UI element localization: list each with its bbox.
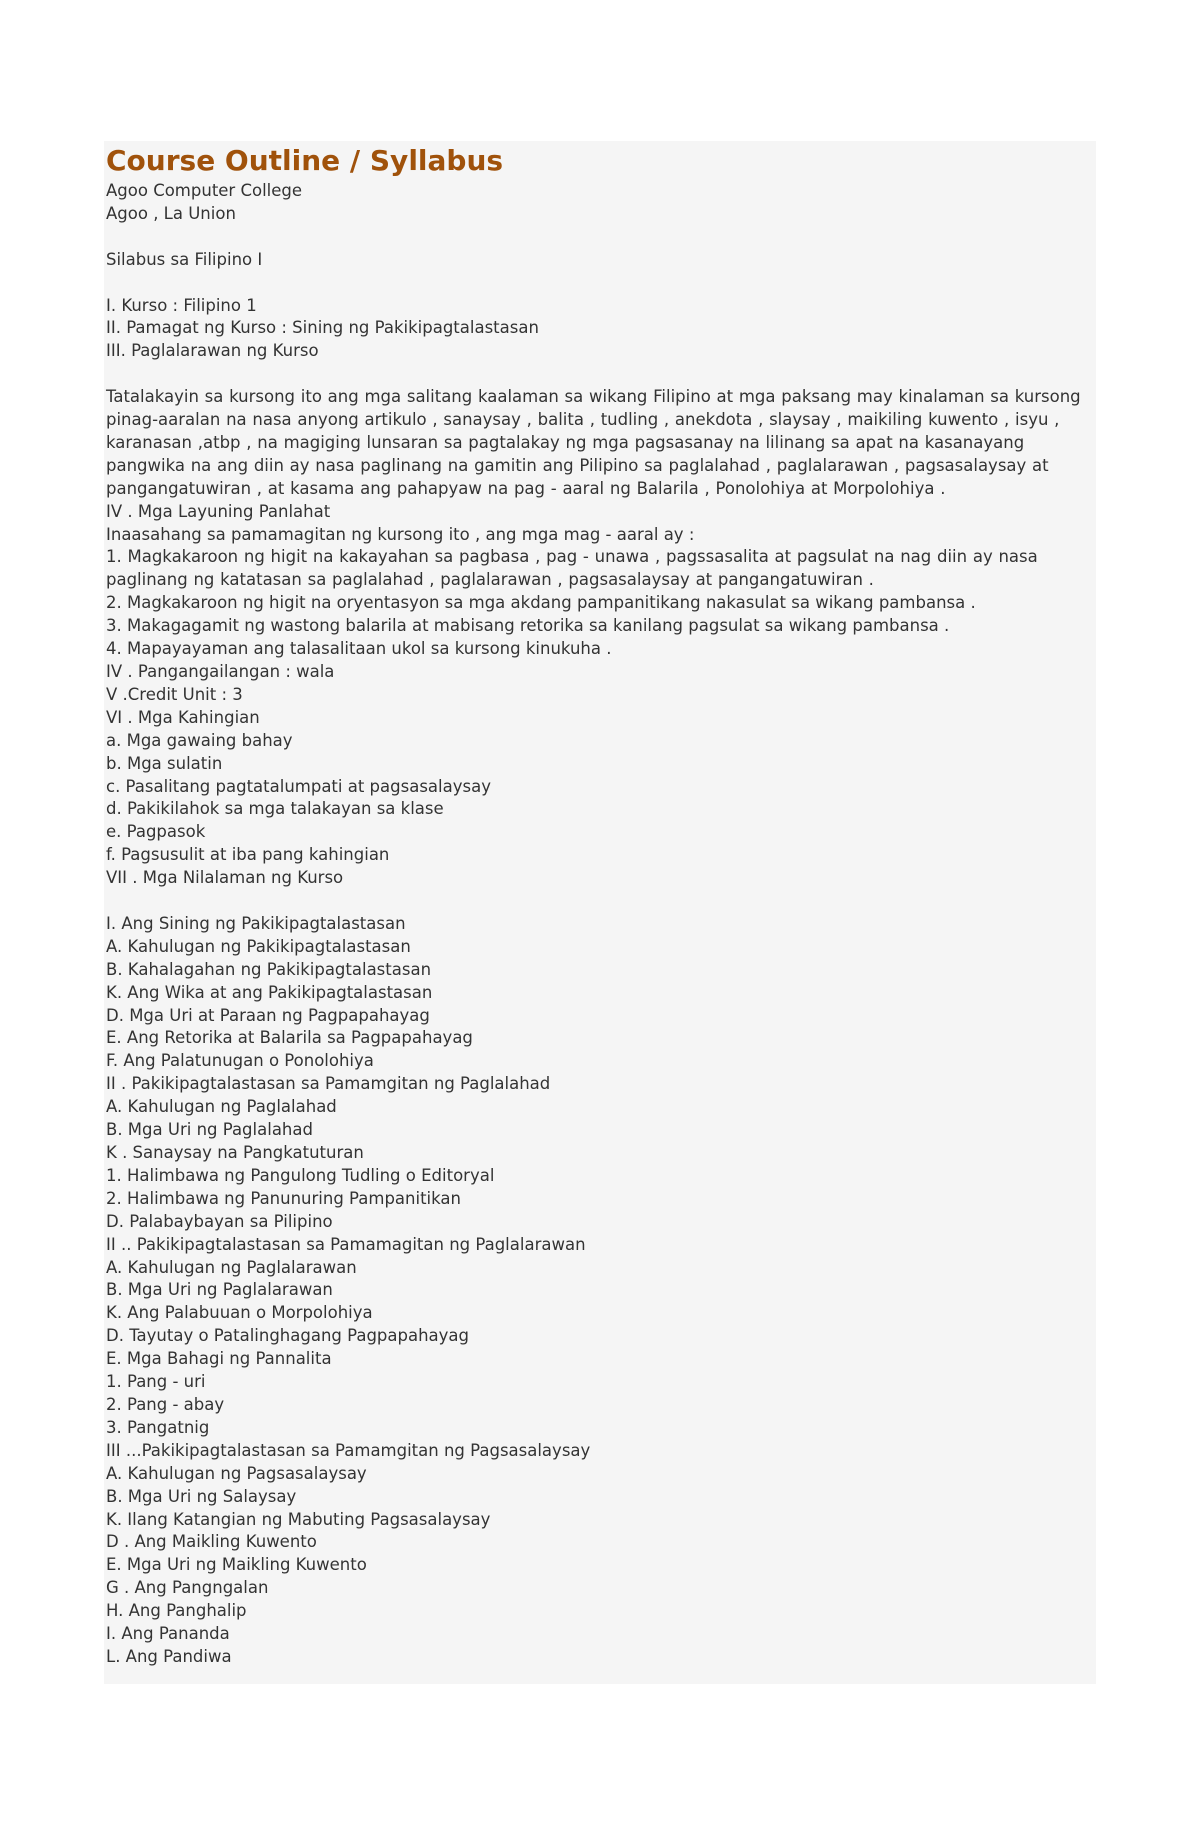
- course-info-list: [106, 295, 1094, 364]
- requirement-line: d. Pakikilahok sa mga talakayan sa klase: [106, 799, 444, 819]
- content-line: 2. Pang - abay: [106, 1394, 225, 1414]
- content-line: B. Mga Uri ng Paglalarawan: [106, 1280, 333, 1300]
- objectives-intro: Inaasahang sa pamamagitan ng kursong ito , ang mga mag - aaral ay :: [106, 524, 695, 544]
- course-info-line: I. Kurso : Filipino 1: [106, 295, 257, 315]
- objective-item: 2. Magkakaroon ng higit na oryentasyon sa mga akdang pampanitikang nakasulat sa wikang pambansa .: [106, 593, 976, 613]
- spacer: [106, 363, 1094, 386]
- requirement-line: IV . Pangangailangan : wala: [106, 661, 335, 681]
- content-line: K. Ang Wika at ang Pakikipagtalastasan: [106, 982, 433, 1002]
- content-line: A. Kahulugan ng Pagsasalaysay: [106, 1463, 367, 1483]
- content-line: G . Ang Pangngalan: [106, 1578, 269, 1598]
- content-line: K . Sanaysay na Pangkatuturan: [106, 1143, 364, 1162]
- requirement-line: b. Mga sulatin: [106, 753, 223, 773]
- spacer: [106, 226, 1094, 249]
- content-line: II .. Pakikipagtalastasan sa Pamamagitan ng Paglalarawan: [106, 1234, 586, 1254]
- content-line: D. Tayutay o Patalinghagang Pagpapahayag: [106, 1326, 470, 1346]
- course-description: Tatalakayin sa kursong ito ang mga salitang kaalaman sa wikang Filipino at mga paksang may kinalaman sa kursong pinag-aaralan na nasa anyong artikulo , sanaysay , balita , tudling , anekdota , slaysay , maikiling kuwento , isyu , karanasan ,atbp , na magiging lunsaran sa pagtalakay ng mga pagsasanay na lilinang sa apat na kasanayang pangwika na ang diin ay nasa paglinang na gamitin ang Pilipino sa paglalahad , paglalarawan , pagsasalaysay at pangangatuwiran , at kasama ang pahapyaw na pag - aaral ng Balarila , Ponolohiya at Morpolohiya .: [106, 387, 1081, 498]
- content-line: 2. Halimbawa ng Panunuring Pampanitikan: [106, 1188, 461, 1208]
- content-line: E. Mga Bahagi ng Pannalita: [106, 1349, 332, 1369]
- requirements-list: [106, 661, 1094, 890]
- content-line: D. Palabaybayan sa Pilipino: [106, 1211, 333, 1231]
- spacer: [106, 272, 1094, 295]
- content-line: III ...Pakikipagtalastasan sa Pamamgitan ng Pagsasalaysay: [106, 1440, 591, 1460]
- content-line: A. Kahulugan ng Pakikipagtalastasan: [106, 936, 411, 956]
- objective-item: 1. Magkakaroon ng higit na kakayahan sa pagbasa , pag - unawa , pagssasalita at pagsulat na nag diin ay nasa paglinang ng katatasan sa paglalahad , paglalarawan , pagsasalaysay at pangangatuwiran .: [106, 547, 1038, 590]
- content-line: 1. Pang - uri: [106, 1372, 206, 1392]
- spacer: [106, 890, 1094, 913]
- content-line: B. Kahalagahan ng Pakikipagtalastasan: [106, 959, 432, 979]
- course-info-line: II. Pamagat ng Kurso : Sining ng Pakikipagtalastasan: [106, 318, 539, 338]
- content-line: II . Pakikipagtalastasan sa Pamamgitan ng Paglalahad: [106, 1074, 551, 1094]
- content-line: I. Ang Pananda: [106, 1624, 230, 1644]
- objective-item: 3. Makagagamit ng wastong balarila at mabisang retorika sa kanilang pagsulat sa wikang pambansa .: [106, 616, 950, 636]
- content-line: A. Kahulugan ng Paglalahad: [106, 1097, 337, 1117]
- requirement-line: c. Pasalitang pagtatalumpati at pagsasalaysay: [106, 776, 491, 796]
- page-title: Course Outline / Syllabus: [106, 144, 504, 177]
- objectives-list: [106, 592, 1094, 661]
- requirement-line: a. Mga gawaing bahay: [106, 730, 293, 750]
- content-line: H. Ang Panghalip: [106, 1601, 247, 1621]
- content-line: B. Mga Uri ng Paglalahad: [106, 1120, 313, 1140]
- subject-title: Silabus sa Filipino I: [106, 249, 263, 269]
- content-line: F. Ang Palatunugan o Ponolohiya: [106, 1051, 374, 1071]
- content-line: E. Mga Uri ng Maikling Kuwento: [106, 1555, 367, 1575]
- college-location: Agoo , La Union: [106, 203, 236, 223]
- requirement-line: VII . Mga Nilalaman ng Kurso: [106, 868, 344, 888]
- content-line: A. Kahulugan ng Paglalarawan: [106, 1257, 357, 1277]
- content-line: K. Ilang Katangian ng Mabuting Pagsasalaysay: [106, 1509, 491, 1529]
- course-info-line: III. Paglalarawan ng Kurso: [106, 341, 319, 361]
- content-line: B. Mga Uri ng Salaysay: [106, 1486, 297, 1506]
- college-name: Agoo Computer College: [106, 181, 303, 200]
- content-line: I. Ang Sining ng Pakikipagtalastasan: [106, 913, 406, 933]
- objective-item: 4. Mapayayaman ang talasalitaan ukol sa kursong kinukuha .: [106, 639, 612, 659]
- content-line: 3. Pangatnig: [106, 1417, 210, 1437]
- content-line: E. Ang Retorika at Balarila sa Pagpapahayag: [106, 1028, 473, 1048]
- content-line: K. Ang Palabuuan o Morpolohiya: [106, 1303, 373, 1323]
- requirement-line: V .Credit Unit : 3: [106, 684, 243, 704]
- content-line: L. Ang Pandiwa: [106, 1646, 232, 1666]
- course-contents-list: [106, 913, 1094, 1669]
- requirement-line: VI . Mga Kahingian: [106, 707, 260, 727]
- requirement-line: e. Pagpasok: [106, 822, 206, 842]
- content-line: 1. Halimbawa ng Pangulong Tudling o Editoryal: [106, 1165, 495, 1185]
- objectives-heading: IV . Mga Layuning Panlahat: [106, 501, 331, 521]
- content-line: D. Mga Uri at Paraan ng Pagpapahayag: [106, 1005, 430, 1025]
- syllabus-body: [106, 180, 1094, 1669]
- requirement-line: f. Pagsusulit at iba pang kahingian: [106, 845, 390, 865]
- content-line: D . Ang Maikling Kuwento: [106, 1532, 317, 1552]
